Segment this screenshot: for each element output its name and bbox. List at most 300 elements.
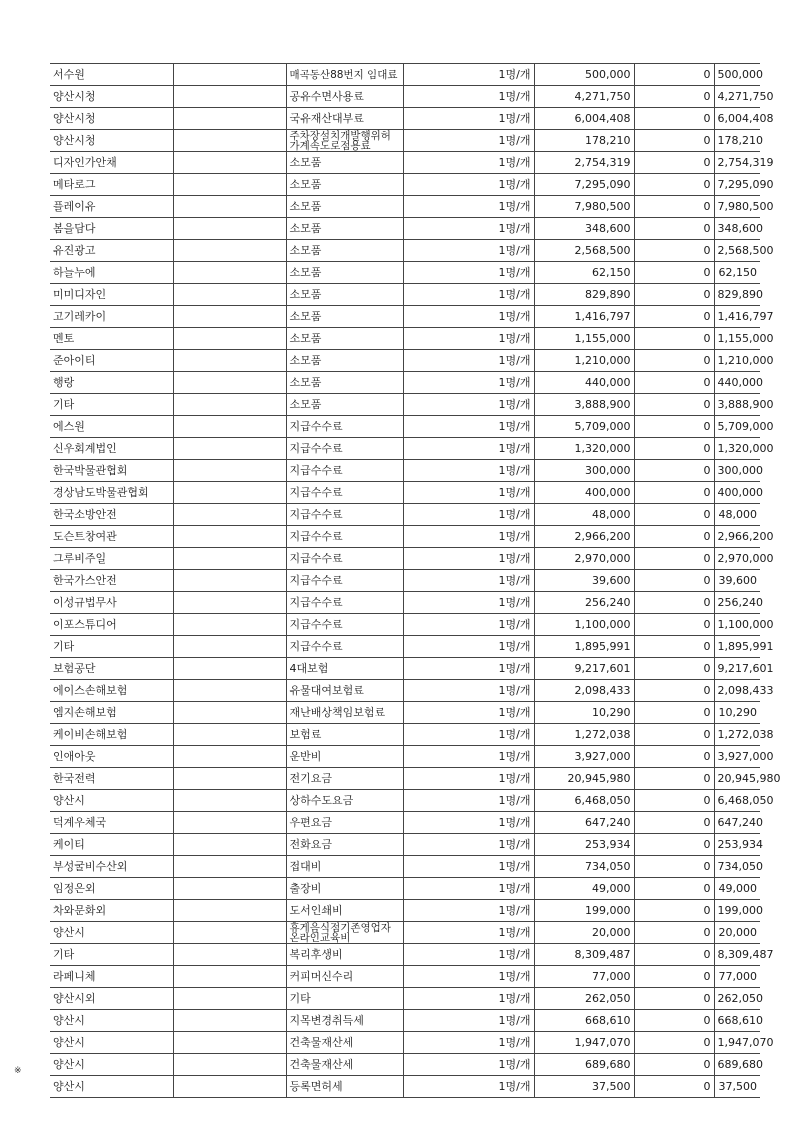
total-cell: 1,416,797 xyxy=(714,306,760,328)
total-cell: 20,945,980 xyxy=(714,768,760,790)
table-row xyxy=(50,680,760,702)
blank-cell xyxy=(173,1054,286,1076)
item-cell: 지급수수료 xyxy=(286,592,403,614)
item-cell: 소모품 xyxy=(286,328,403,350)
unit-cell: 1명/개 xyxy=(403,812,534,834)
blank-cell xyxy=(173,196,286,218)
blank-cell xyxy=(173,658,286,680)
item-cell: 소모품 xyxy=(286,350,403,372)
payee-cell: 한국박물관협회 xyxy=(50,460,173,482)
item-cell: 휴게음식점기존영업자온라인교육비 xyxy=(286,922,403,944)
amount-cell: 62,150 xyxy=(534,262,634,284)
unit-cell: 1명/개 xyxy=(403,570,534,592)
item-cell: 4대보험 xyxy=(286,658,403,680)
payee-cell: 신우회계법인 xyxy=(50,438,173,460)
total-cell: 9,217,601 xyxy=(714,658,760,680)
table-row xyxy=(50,350,760,372)
amount-cell: 5,709,000 xyxy=(534,416,634,438)
blank-cell xyxy=(173,922,286,944)
unit-cell: 1명/개 xyxy=(403,768,534,790)
extra-cell: 0 xyxy=(634,240,714,262)
payee-cell: 유진광고 xyxy=(50,240,173,262)
payee-cell: 봄을담다 xyxy=(50,218,173,240)
table-row xyxy=(50,438,760,460)
extra-cell: 0 xyxy=(634,482,714,504)
total-cell: 199,000 xyxy=(714,900,760,922)
total-cell: 6,468,050 xyxy=(714,790,760,812)
item-cell: 재난배상책임보험료 xyxy=(286,702,403,724)
unit-cell: 1명/개 xyxy=(403,834,534,856)
extra-cell: 0 xyxy=(634,680,714,702)
payee-cell: 덕계우체국 xyxy=(50,812,173,834)
extra-cell: 0 xyxy=(634,284,714,306)
blank-cell xyxy=(173,416,286,438)
unit-cell: 1명/개 xyxy=(403,1010,534,1032)
unit-cell: 1명/개 xyxy=(403,944,534,966)
item-cell: 주차장설치개발행위허가계속도로점용료 xyxy=(286,130,403,152)
unit-cell: 1명/개 xyxy=(403,482,534,504)
total-cell: 262,050 xyxy=(714,988,760,1010)
amount-cell: 6,004,408 xyxy=(534,108,634,130)
total-cell: 2,970,000 xyxy=(714,548,760,570)
unit-cell: 1명/개 xyxy=(403,724,534,746)
payee-cell: 메타로그 xyxy=(50,174,173,196)
blank-cell xyxy=(173,614,286,636)
extra-cell: 0 xyxy=(634,856,714,878)
table-row xyxy=(50,196,760,218)
item-cell: 공유수면사용료 xyxy=(286,86,403,108)
item-cell: 소모품 xyxy=(286,152,403,174)
extra-cell: 0 xyxy=(634,768,714,790)
table-row xyxy=(50,988,760,1010)
amount-cell: 2,098,433 xyxy=(534,680,634,702)
blank-cell xyxy=(173,64,286,86)
total-cell: 39,600 xyxy=(714,570,760,592)
blank-cell xyxy=(173,350,286,372)
payee-cell: 양산시외 xyxy=(50,988,173,1010)
extra-cell: 0 xyxy=(634,306,714,328)
total-cell: 1,210,000 xyxy=(714,350,760,372)
blank-cell xyxy=(173,86,286,108)
table-row xyxy=(50,790,760,812)
table-row xyxy=(50,702,760,724)
item-cell: 지급수수료 xyxy=(286,416,403,438)
blank-cell xyxy=(173,130,286,152)
payee-cell: 준아이티 xyxy=(50,350,173,372)
payee-cell: 케이비손해보험 xyxy=(50,724,173,746)
item-cell: 우편요금 xyxy=(286,812,403,834)
total-cell: 2,754,319 xyxy=(714,152,760,174)
payee-cell: 이포스튜디어 xyxy=(50,614,173,636)
item-cell: 지목변경취득세 xyxy=(286,1010,403,1032)
blank-cell xyxy=(173,746,286,768)
unit-cell: 1명/개 xyxy=(403,790,534,812)
payee-cell: 기타 xyxy=(50,636,173,658)
payee-cell: 미미디자인 xyxy=(50,284,173,306)
payee-cell: 이성규법무사 xyxy=(50,592,173,614)
payee-cell: 차와문화외 xyxy=(50,900,173,922)
amount-cell: 1,210,000 xyxy=(534,350,634,372)
table-row xyxy=(50,900,760,922)
total-cell: 2,568,500 xyxy=(714,240,760,262)
table-row xyxy=(50,614,760,636)
total-cell: 7,295,090 xyxy=(714,174,760,196)
total-cell: 400,000 xyxy=(714,482,760,504)
table-row xyxy=(50,724,760,746)
total-cell: 62,150 xyxy=(714,262,760,284)
item-cell: 지급수수료 xyxy=(286,438,403,460)
blank-cell xyxy=(173,438,286,460)
payee-cell: 기타 xyxy=(50,944,173,966)
extra-cell: 0 xyxy=(634,702,714,724)
extra-cell: 0 xyxy=(634,900,714,922)
extra-cell: 0 xyxy=(634,152,714,174)
blank-cell xyxy=(173,372,286,394)
item-cell: 지급수수료 xyxy=(286,570,403,592)
payee-cell: 보험공단 xyxy=(50,658,173,680)
table-row xyxy=(50,944,760,966)
table-row xyxy=(50,878,760,900)
total-cell: 49,000 xyxy=(714,878,760,900)
table-row xyxy=(50,130,760,152)
unit-cell: 1명/개 xyxy=(403,1076,534,1098)
amount-cell: 9,217,601 xyxy=(534,658,634,680)
total-cell: 734,050 xyxy=(714,856,760,878)
payee-cell: 하늘누에 xyxy=(50,262,173,284)
unit-cell: 1명/개 xyxy=(403,746,534,768)
total-cell: 8,309,487 xyxy=(714,944,760,966)
extra-cell: 0 xyxy=(634,592,714,614)
item-cell: 소모품 xyxy=(286,284,403,306)
item-cell: 지급수수료 xyxy=(286,614,403,636)
amount-cell: 500,000 xyxy=(534,64,634,86)
expense-table-body xyxy=(50,64,781,1098)
payee-cell: 한국가스안전 xyxy=(50,570,173,592)
unit-cell: 1명/개 xyxy=(403,988,534,1010)
table-row xyxy=(50,218,760,240)
blank-cell xyxy=(173,680,286,702)
extra-cell: 0 xyxy=(634,64,714,86)
unit-cell: 1명/개 xyxy=(403,1054,534,1076)
extra-cell: 0 xyxy=(634,570,714,592)
unit-cell: 1명/개 xyxy=(403,1032,534,1054)
unit-cell: 1명/개 xyxy=(403,394,534,416)
table-row xyxy=(50,504,760,526)
payee-cell: 그루비주일 xyxy=(50,548,173,570)
payee-cell: 행랑 xyxy=(50,372,173,394)
extra-cell: 0 xyxy=(634,966,714,988)
extra-cell: 0 xyxy=(634,1076,714,1098)
table-row xyxy=(50,460,760,482)
extra-cell: 0 xyxy=(634,1032,714,1054)
total-cell: 3,927,000 xyxy=(714,746,760,768)
payee-cell: 에이스손해보험 xyxy=(50,680,173,702)
extra-cell: 0 xyxy=(634,350,714,372)
unit-cell: 1명/개 xyxy=(403,64,534,86)
table-row xyxy=(50,834,760,856)
unit-cell: 1명/개 xyxy=(403,680,534,702)
blank-cell xyxy=(173,724,286,746)
blank-cell xyxy=(173,768,286,790)
table-row xyxy=(50,658,760,680)
amount-cell: 3,888,900 xyxy=(534,394,634,416)
payee-cell: 양산시 xyxy=(50,1076,173,1098)
expense-table-sheet xyxy=(50,63,781,1098)
total-cell: 1,272,038 xyxy=(714,724,760,746)
expense-table xyxy=(50,63,781,1098)
payee-cell: 양산시청 xyxy=(50,130,173,152)
total-cell: 668,610 xyxy=(714,1010,760,1032)
unit-cell: 1명/개 xyxy=(403,174,534,196)
amount-cell: 20,945,980 xyxy=(534,768,634,790)
amount-cell: 10,290 xyxy=(534,702,634,724)
extra-cell: 0 xyxy=(634,988,714,1010)
amount-cell: 1,100,000 xyxy=(534,614,634,636)
payee-cell: 서수원 xyxy=(50,64,173,86)
extra-cell: 0 xyxy=(634,922,714,944)
blank-cell xyxy=(173,262,286,284)
item-cell: 국유재산대부료 xyxy=(286,108,403,130)
amount-cell: 2,966,200 xyxy=(534,526,634,548)
blank-cell xyxy=(173,482,286,504)
extra-cell: 0 xyxy=(634,394,714,416)
item-cell: 상하수도요금 xyxy=(286,790,403,812)
payee-cell: 양산시 xyxy=(50,922,173,944)
table-row xyxy=(50,86,760,108)
amount-cell: 300,000 xyxy=(534,460,634,482)
item-cell: 기타 xyxy=(286,988,403,1010)
unit-cell: 1명/개 xyxy=(403,328,534,350)
amount-cell: 20,000 xyxy=(534,922,634,944)
total-cell: 1,320,000 xyxy=(714,438,760,460)
table-row xyxy=(50,548,760,570)
amount-cell: 262,050 xyxy=(534,988,634,1010)
total-cell: 2,098,433 xyxy=(714,680,760,702)
unit-cell: 1명/개 xyxy=(403,152,534,174)
total-cell: 348,600 xyxy=(714,218,760,240)
unit-cell: 1명/개 xyxy=(403,86,534,108)
payee-cell: 기타 xyxy=(50,394,173,416)
total-cell: 10,290 xyxy=(714,702,760,724)
total-cell: 647,240 xyxy=(714,812,760,834)
item-cell: 접대비 xyxy=(286,856,403,878)
table-row xyxy=(50,768,760,790)
item-cell: 건축물재산세 xyxy=(286,1054,403,1076)
total-cell: 6,004,408 xyxy=(714,108,760,130)
extra-cell: 0 xyxy=(634,1010,714,1032)
extra-cell: 0 xyxy=(634,526,714,548)
item-cell: 소모품 xyxy=(286,262,403,284)
blank-cell xyxy=(173,1010,286,1032)
item-cell: 복리후생비 xyxy=(286,944,403,966)
blank-cell xyxy=(173,152,286,174)
total-cell: 689,680 xyxy=(714,1054,760,1076)
amount-cell: 4,271,750 xyxy=(534,86,634,108)
table-row xyxy=(50,1076,760,1098)
payee-cell: 부성굴비수산외 xyxy=(50,856,173,878)
table-row xyxy=(50,812,760,834)
extra-cell: 0 xyxy=(634,812,714,834)
item-cell: 도서인쇄비 xyxy=(286,900,403,922)
amount-cell: 829,890 xyxy=(534,284,634,306)
item-cell: 소모품 xyxy=(286,306,403,328)
table-row xyxy=(50,416,760,438)
item-cell: 매곡동산88번지 임대료 xyxy=(286,64,403,86)
amount-cell: 199,000 xyxy=(534,900,634,922)
unit-cell: 1명/개 xyxy=(403,108,534,130)
extra-cell: 0 xyxy=(634,834,714,856)
payee-cell: 에스원 xyxy=(50,416,173,438)
payee-cell: 양산시 xyxy=(50,1010,173,1032)
payee-cell: 멘토 xyxy=(50,328,173,350)
amount-cell: 647,240 xyxy=(534,812,634,834)
payee-cell: 엠지손해보험 xyxy=(50,702,173,724)
payee-cell: 인애아웃 xyxy=(50,746,173,768)
table-row xyxy=(50,636,760,658)
blank-cell xyxy=(173,856,286,878)
extra-cell: 0 xyxy=(634,262,714,284)
extra-cell: 0 xyxy=(634,1054,714,1076)
total-cell: 7,980,500 xyxy=(714,196,760,218)
extra-cell: 0 xyxy=(634,218,714,240)
unit-cell: 1명/개 xyxy=(403,438,534,460)
item-cell: 소모품 xyxy=(286,196,403,218)
blank-cell xyxy=(173,548,286,570)
margin-scribble-icon: ※ xyxy=(14,1066,22,1076)
blank-cell xyxy=(173,988,286,1010)
unit-cell: 1명/개 xyxy=(403,350,534,372)
unit-cell: 1명/개 xyxy=(403,416,534,438)
unit-cell: 1명/개 xyxy=(403,196,534,218)
table-row xyxy=(50,526,760,548)
extra-cell: 0 xyxy=(634,438,714,460)
unit-cell: 1명/개 xyxy=(403,636,534,658)
blank-cell xyxy=(173,944,286,966)
unit-cell: 1명/개 xyxy=(403,878,534,900)
table-row xyxy=(50,570,760,592)
total-cell: 3,888,900 xyxy=(714,394,760,416)
item-cell: 전화요금 xyxy=(286,834,403,856)
table-row xyxy=(50,174,760,196)
blank-cell xyxy=(173,966,286,988)
extra-cell: 0 xyxy=(634,460,714,482)
amount-cell: 400,000 xyxy=(534,482,634,504)
total-cell: 20,000 xyxy=(714,922,760,944)
blank-cell xyxy=(173,174,286,196)
table-row xyxy=(50,108,760,130)
table-row xyxy=(50,394,760,416)
unit-cell: 1명/개 xyxy=(403,460,534,482)
table-row xyxy=(50,1054,760,1076)
item-cell: 소모품 xyxy=(286,372,403,394)
total-cell: 253,934 xyxy=(714,834,760,856)
amount-cell: 37,500 xyxy=(534,1076,634,1098)
amount-cell: 668,610 xyxy=(534,1010,634,1032)
table-row xyxy=(50,966,760,988)
payee-cell: 케이티 xyxy=(50,834,173,856)
extra-cell: 0 xyxy=(634,724,714,746)
table-row xyxy=(50,482,760,504)
table-row xyxy=(50,152,760,174)
unit-cell: 1명/개 xyxy=(403,658,534,680)
amount-cell: 1,320,000 xyxy=(534,438,634,460)
amount-cell: 1,155,000 xyxy=(534,328,634,350)
amount-cell: 48,000 xyxy=(534,504,634,526)
unit-cell: 1명/개 xyxy=(403,922,534,944)
unit-cell: 1명/개 xyxy=(403,306,534,328)
unit-cell: 1명/개 xyxy=(403,240,534,262)
extra-cell: 0 xyxy=(634,196,714,218)
table-row xyxy=(50,1010,760,1032)
blank-cell xyxy=(173,526,286,548)
blank-cell xyxy=(173,1032,286,1054)
item-cell: 커피머신수리 xyxy=(286,966,403,988)
amount-cell: 689,680 xyxy=(534,1054,634,1076)
total-cell: 440,000 xyxy=(714,372,760,394)
unit-cell: 1명/개 xyxy=(403,966,534,988)
blank-cell xyxy=(173,570,286,592)
unit-cell: 1명/개 xyxy=(403,284,534,306)
payee-cell: 도슨트창여관 xyxy=(50,526,173,548)
amount-cell: 440,000 xyxy=(534,372,634,394)
blank-cell xyxy=(173,394,286,416)
amount-cell: 1,272,038 xyxy=(534,724,634,746)
blank-cell xyxy=(173,900,286,922)
payee-cell: 임정은외 xyxy=(50,878,173,900)
extra-cell: 0 xyxy=(634,108,714,130)
item-cell: 지급수수료 xyxy=(286,504,403,526)
total-cell: 300,000 xyxy=(714,460,760,482)
total-cell: 1,100,000 xyxy=(714,614,760,636)
table-row xyxy=(50,64,760,86)
amount-cell: 7,295,090 xyxy=(534,174,634,196)
blank-cell xyxy=(173,460,286,482)
extra-cell: 0 xyxy=(634,328,714,350)
total-cell: 5,709,000 xyxy=(714,416,760,438)
item-cell: 지급수수료 xyxy=(286,482,403,504)
blank-cell xyxy=(173,504,286,526)
total-cell: 37,500 xyxy=(714,1076,760,1098)
amount-cell: 1,416,797 xyxy=(534,306,634,328)
blank-cell xyxy=(173,702,286,724)
extra-cell: 0 xyxy=(634,878,714,900)
amount-cell: 348,600 xyxy=(534,218,634,240)
amount-cell: 49,000 xyxy=(534,878,634,900)
blank-cell xyxy=(173,636,286,658)
blank-cell xyxy=(173,834,286,856)
extra-cell: 0 xyxy=(634,174,714,196)
extra-cell: 0 xyxy=(634,944,714,966)
total-cell: 48,000 xyxy=(714,504,760,526)
extra-cell: 0 xyxy=(634,658,714,680)
unit-cell: 1명/개 xyxy=(403,702,534,724)
blank-cell xyxy=(173,108,286,130)
total-cell: 1,947,070 xyxy=(714,1032,760,1054)
unit-cell: 1명/개 xyxy=(403,130,534,152)
unit-cell: 1명/개 xyxy=(403,372,534,394)
item-cell: 등록면허세 xyxy=(286,1076,403,1098)
total-cell: 1,895,991 xyxy=(714,636,760,658)
item-cell: 소모품 xyxy=(286,394,403,416)
blank-cell xyxy=(173,240,286,262)
amount-cell: 2,754,319 xyxy=(534,152,634,174)
blank-cell xyxy=(173,328,286,350)
blank-cell xyxy=(173,218,286,240)
table-row xyxy=(50,746,760,768)
total-cell: 500,000 xyxy=(714,64,760,86)
total-cell: 77,000 xyxy=(714,966,760,988)
payee-cell: 양산시 xyxy=(50,790,173,812)
